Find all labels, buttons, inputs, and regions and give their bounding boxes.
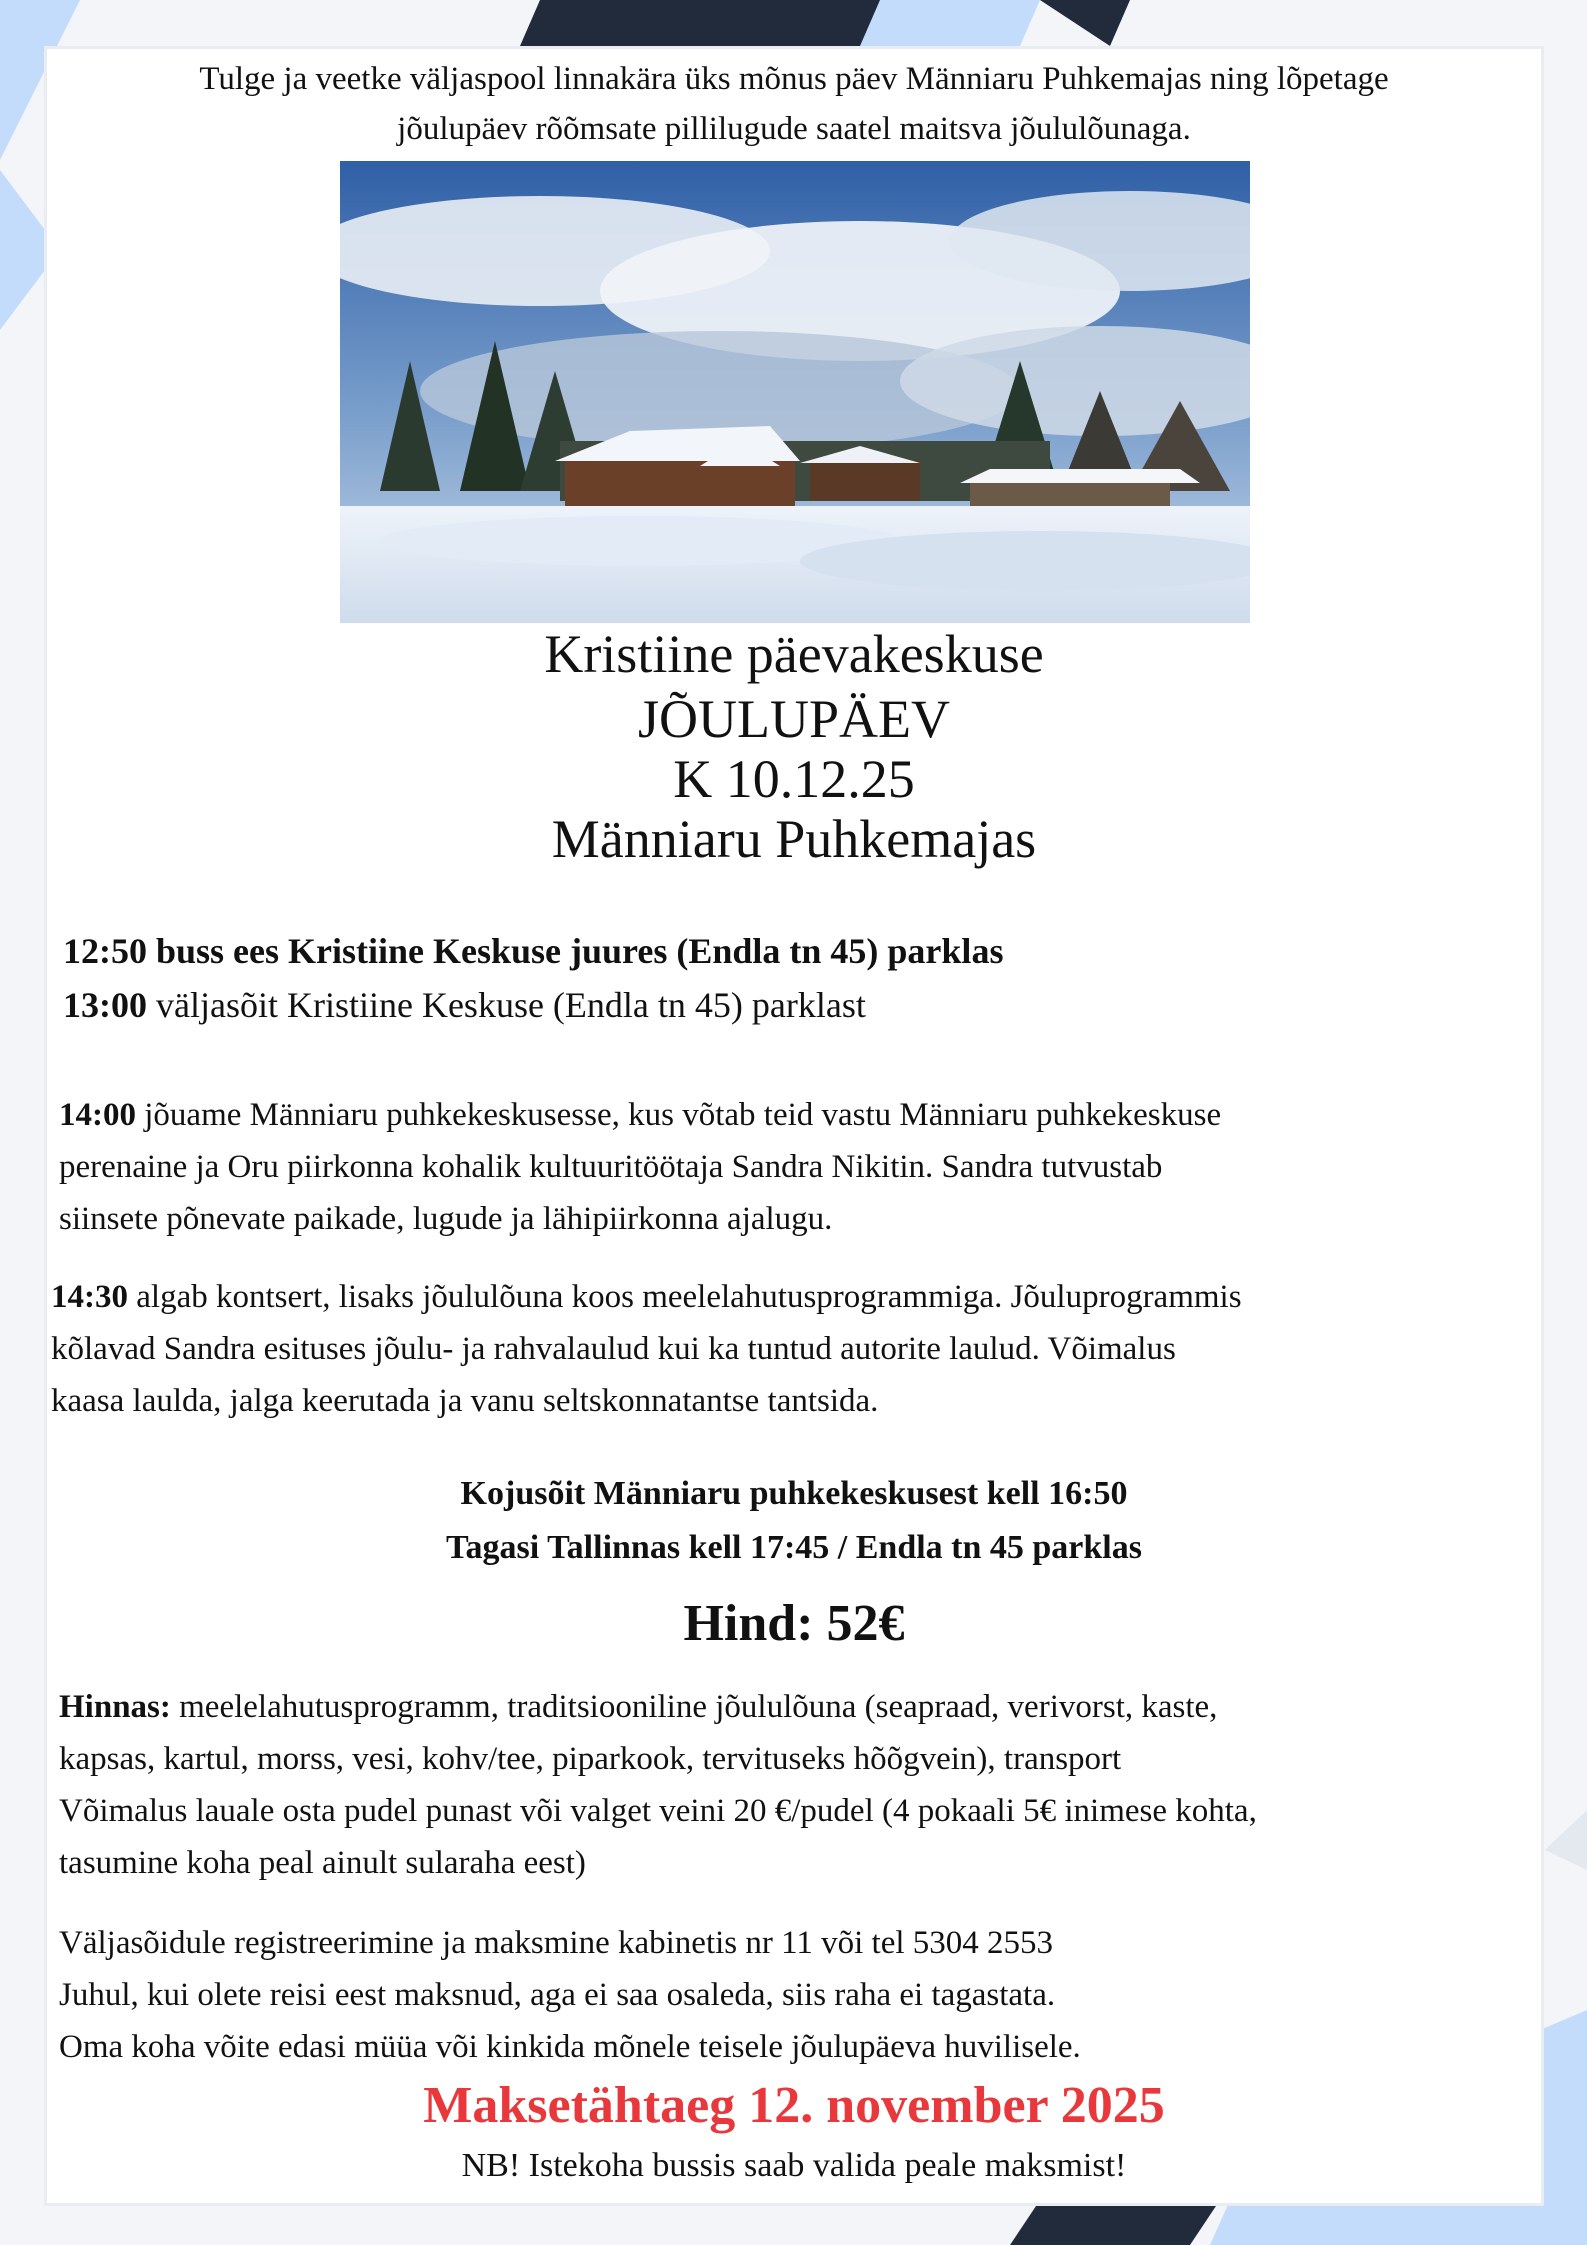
registration-line-1: Väljasõidule registreerimine ja maksmine kabinetis nr 11 või tel 5304 2553 — [59, 1925, 1054, 1961]
flyer-page — [44, 46, 1544, 2206]
included-label: Hinnas: — [59, 1689, 171, 1725]
intro-line-1: Tulge ja veetke väljaspool linnakära üks mõnus päev Männiaru Puhkemajas ning lõpetage — [199, 61, 1389, 97]
return-line-1: Kojusõit Männiaru puhkekeskusest kell 16:50 — [460, 1475, 1128, 1512]
title-line-1: Kristiine päevakeskuse — [544, 624, 1044, 684]
schedule-bus: 12:50 buss ees Kristiine Keskuse juures (Endla tn 45) parklas — [63, 931, 1004, 971]
seat-note: NB! Istekoha bussis saab valida peale maksmist! — [461, 2147, 1127, 2184]
arrival-paragraph — [59, 1089, 1529, 1245]
arrival-line-2: perenaine ja Oru piirkonna kohalik kultuuritöötaja Sandra Nikitin. Sandra tutvustab — [59, 1149, 1163, 1185]
included-line-4: tasumine koha peal ainult sularaha eest) — [59, 1845, 586, 1881]
included-paragraph — [59, 1681, 1529, 1889]
return-line-2: Tagasi Tallinnas kell 17:45 / Endla tn 45 parklas — [446, 1529, 1142, 1566]
payment-deadline: Maksetähtaeg 12. november 2025 — [423, 2077, 1165, 2134]
intro-text — [47, 54, 1541, 154]
registration-line-2: Juhul, kui olete reisi eest maksnud, aga ei saa osaleda, siis raha ei tagastata. — [59, 1977, 1056, 2013]
concert-line-2: kõlavad Sandra esituses jõulu- ja rahvalaulud kui ka tuntud autorite laulud. Võimalus — [51, 1331, 1176, 1367]
arrival-text: jõuame Männiaru puhkekeskusesse, kus võtab teid vastu Männiaru puhkekeskuse — [136, 1097, 1222, 1133]
intro-line-2: jõulupäev rõõmsate pillilugude saatel maitsva jõululõunaga. — [397, 111, 1191, 147]
concert-text: algab kontsert, lisaks jõululõuna koos meelelahutusprogrammiga. Jõuluprogrammis — [128, 1279, 1242, 1315]
arrival-time: 14:00 — [59, 1097, 136, 1133]
schedule-depart — [63, 979, 1533, 1031]
snowy-farmhouse-photo — [340, 161, 1250, 623]
included-line-3: Võimalus lauale osta pudel punast või valget veini 20 €/pudel (4 pokaali 5€ inimese kohta, — [59, 1793, 1257, 1829]
concert-paragraph — [51, 1271, 1521, 1427]
title-venue: Männiaru Puhkemajas — [551, 809, 1037, 869]
registration-line-3: Oma koha võite edasi müüa või kinkida mõnele teisele jõulupäeva huvilisele. — [59, 2029, 1081, 2065]
title-line-2: JÕULUPÄEV — [637, 689, 950, 749]
included-line-2: kapsas, kartul, morss, vesi, kohv/tee, piparkook, tervituseks hõõgvein), transport — [59, 1741, 1122, 1777]
depart-time: 13:00 — [63, 985, 147, 1025]
concert-time: 14:30 — [51, 1279, 128, 1315]
title-date: K 10.12.25 — [673, 749, 915, 809]
included-text: meelelahutusprogramm, traditsiooniline jõululõuna (seapraad, verivorst, kaste, — [170, 1689, 1218, 1725]
price: Hind: 52€ — [683, 1595, 905, 1652]
return-info — [47, 1467, 1541, 1575]
depart-text: väljasõit Kristiine Keskuse (Endla tn 45) parklast — [147, 985, 866, 1025]
concert-line-3: kaasa laulda, jalga keerutada ja vanu seltskonnatantse tantsida. — [51, 1383, 879, 1419]
registration-paragraph — [59, 1917, 1529, 2073]
arrival-line-3: siinsete põnevate paikade, lugude ja lähipiirkonna ajalugu. — [59, 1201, 833, 1237]
